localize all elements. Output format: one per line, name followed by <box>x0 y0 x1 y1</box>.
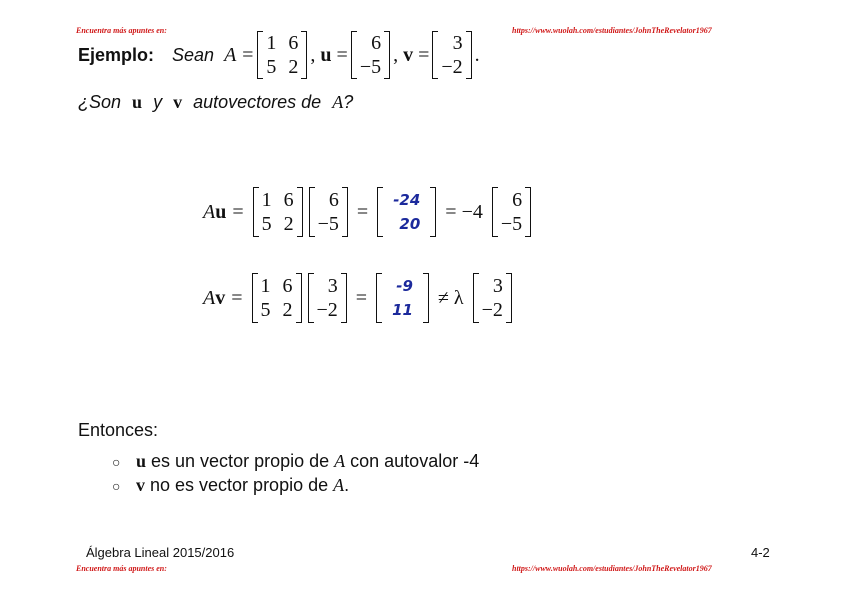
watermark-link-top[interactable]: https://www.wuolah.com/estudiantes/JohnTheRevelator1967 <box>512 26 712 35</box>
watermark-left-top: Encuentra más apuntes en: <box>76 26 167 35</box>
equation-Au: A u = 1 6 5 2 6 −5 = -24 20 = −4 6 −5 <box>203 186 534 238</box>
eq2-matrix-A: 1 6 5 2 <box>252 273 302 323</box>
vector-u-label: u <box>320 43 332 66</box>
eq2-vector-v-2: 3 −2 <box>473 273 512 323</box>
conclusion-item-2: ○ v no es vector propio de A. <box>112 475 350 495</box>
watermark-left-bottom: Encuentra más apuntes en: <box>76 564 167 573</box>
vector-v: 3 −2 <box>432 31 471 79</box>
vector-u: 6 −5 <box>351 31 390 79</box>
watermark-link-bottom[interactable]: https://www.wuolah.com/estudiantes/JohnTheRevelator1967 <box>512 564 712 573</box>
conclusion-title: Entonces: <box>78 420 159 440</box>
matrix-A-label: A = <box>224 43 255 66</box>
header-line: Ejemplo: Sean A = 1 6 5 2 , u = 6 −5 , v = 3 −2 . <box>78 31 480 78</box>
vector-v-label: v <box>403 43 414 66</box>
eq1-vector-u: 6 −5 <box>309 187 348 237</box>
example-title: Ejemplo: <box>78 44 155 65</box>
eq1-handwritten-result: -24 20 <box>377 187 436 237</box>
eq1-matrix-A: 1 6 5 2 <box>253 187 303 237</box>
bullet-icon: ○ <box>112 454 121 470</box>
footer-course: Álgebra Lineal 2015/2016 <box>86 545 235 560</box>
question-line: ¿Son u y v autovectores de A? <box>78 92 354 112</box>
conclusion-item-1: ○ u es un vector propio de A con autovalor -4 <box>112 451 480 471</box>
footer-page-number: 4-2 <box>751 545 770 560</box>
equation-Av: A v = 1 6 5 2 3 −2 = -9 11 ≠ λ 3 −2 <box>203 272 515 324</box>
eq2-vector-v: 3 −2 <box>308 273 347 323</box>
eq2-handwritten-result: -9 11 <box>376 273 429 323</box>
eq1-vector-u-2: 6 −5 <box>492 187 531 237</box>
bullet-icon: ○ <box>112 478 121 494</box>
matrix-A: 1 6 5 2 <box>257 31 307 79</box>
sean-text: Sean <box>172 44 215 65</box>
